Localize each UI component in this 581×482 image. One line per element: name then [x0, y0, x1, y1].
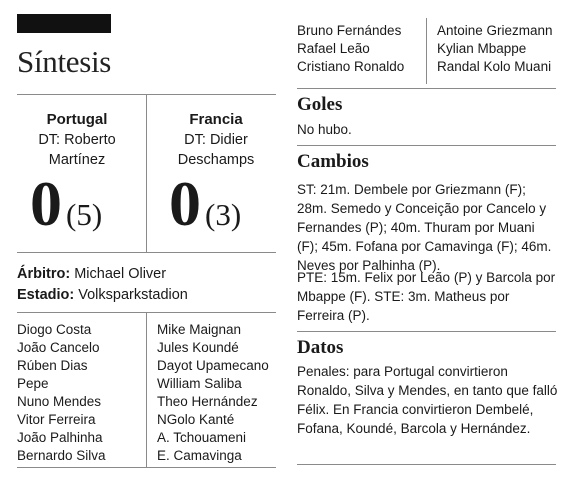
home-score	[30, 168, 103, 239]
referee-line	[17, 264, 166, 285]
player-name: William Saliba	[157, 376, 242, 391]
player-name: João Cancelo	[17, 340, 100, 355]
stadium-label: Estadio:	[17, 287, 75, 303]
away-team-name: Francia	[189, 111, 243, 128]
away-score-value: 0	[169, 168, 201, 239]
lineup-divider-right	[426, 18, 427, 84]
away-penalties: (3)	[205, 197, 242, 232]
player-name: Vitor Ferreira	[17, 412, 96, 427]
player-name: Bernardo Silva	[17, 448, 106, 463]
divider	[297, 145, 556, 146]
player-name: Rafael Leão	[297, 41, 370, 56]
goles-heading: Goles	[297, 94, 343, 115]
portugal-lineup-a	[17, 321, 106, 465]
goles-text: No hubo.	[297, 122, 352, 137]
divider	[297, 464, 556, 465]
player-name: Nuno Mendes	[17, 394, 102, 409]
divider	[297, 88, 556, 89]
score-divider	[146, 94, 147, 252]
divider	[297, 331, 556, 332]
home-team-block	[12, 110, 142, 170]
home-score-value: 0	[30, 168, 62, 239]
player-name: A. Tchouameni	[157, 430, 247, 445]
player-name: Theo Hernández	[157, 394, 258, 409]
player-name: Kylian Mbappe	[437, 41, 527, 56]
datos-heading: Datos	[297, 337, 344, 358]
referee-label: Árbitro:	[17, 266, 71, 282]
section-marker-bar	[17, 14, 111, 33]
divider	[17, 467, 276, 468]
francia-lineup-a	[157, 321, 269, 465]
home-penalties: (5)	[66, 197, 103, 232]
home-coach-line2: Martínez	[48, 152, 106, 168]
player-name: Mike Maignan	[157, 322, 242, 337]
home-team-name: Portugal	[46, 111, 108, 128]
player-name: Pepe	[17, 376, 49, 391]
portugal-lineup-b	[297, 22, 404, 76]
player-name: João Palhinha	[17, 430, 103, 445]
divider	[17, 252, 276, 253]
player-name: E. Camavinga	[157, 448, 242, 463]
datos-text: Penales: para Portugal convirtieron Ronaldo, Silva y Mendes, en tanto que falló Félix. En Francia convirtieron Dembelé, Fofana, Koundé, Barcola y Hernández.	[297, 364, 558, 436]
away-coach-line2: Deschamps	[177, 152, 255, 168]
cambios-heading: Cambios	[297, 151, 369, 172]
stadium-name: Volksparkstadion	[78, 287, 188, 303]
cambios-text-2: PTE: 15m. Felix por Leão (P) y Barcola por Mbappe (F). STE: 3m. Matheus por Ferreira (P).	[297, 270, 556, 323]
player-name: NGolo Kanté	[157, 412, 235, 427]
player-name: Jules Koundé	[157, 340, 239, 355]
francia-lineup-b	[437, 22, 553, 76]
page-title: Síntesis	[17, 44, 112, 79]
cambios-text: ST: 21m. Dembele por Griezmann (F); 28m. Semedo y Conceição por Cancelo y Fernandes (P); 40m. Thuram por Muani (F); 45m. Fofana por Camavinga (F); 46m. Neves por Palhinha (P).	[297, 182, 552, 273]
away-score	[169, 168, 242, 239]
lineup-divider	[146, 312, 147, 467]
stadium-line	[17, 285, 188, 306]
player-name: Diogo Costa	[17, 322, 92, 337]
away-team-block	[151, 110, 281, 170]
player-name: Randal Kolo Muani	[437, 59, 552, 74]
home-coach-line1: DT: Roberto	[38, 132, 116, 148]
referee-name: Michael Oliver	[74, 266, 167, 282]
player-name: Dayot Upamecano	[157, 358, 269, 373]
player-name: Cristiano Ronaldo	[297, 59, 405, 74]
player-name: Rúben Dias	[17, 358, 88, 373]
player-name: Bruno Fernándes	[297, 23, 402, 38]
player-name: Antoine Griezmann	[437, 23, 553, 38]
away-coach-line1: DT: Didier	[184, 132, 248, 148]
